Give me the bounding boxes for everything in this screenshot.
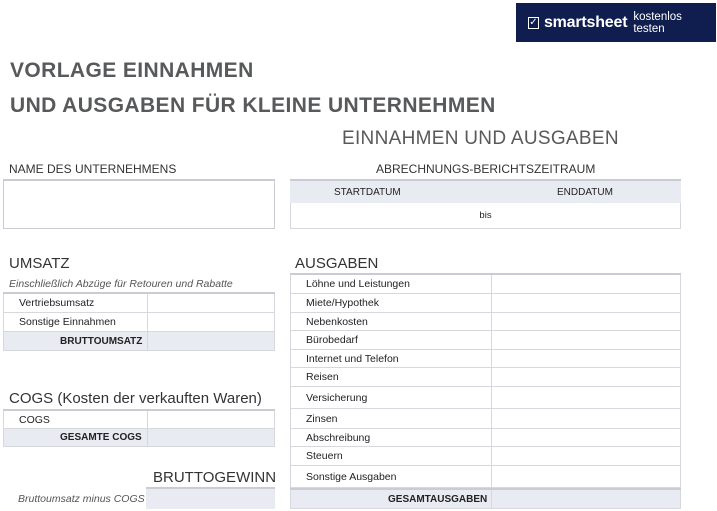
expense-row xyxy=(290,313,681,331)
end-date-label: ENDDATUM xyxy=(557,186,613,198)
gross-revenue-total-row xyxy=(3,332,275,351)
expense-row-label: Sonstige Ausgaben xyxy=(306,470,397,483)
expense-row-value[interactable] xyxy=(491,466,680,487)
revenue-row-value[interactable] xyxy=(147,313,274,331)
period-end-input[interactable] xyxy=(510,203,680,228)
expense-row xyxy=(290,331,681,350)
smartsheet-logo-text: smartsheet xyxy=(543,13,628,31)
expense-row-value[interactable] xyxy=(491,368,680,386)
gross-revenue-value xyxy=(147,332,274,350)
expense-row-value[interactable] xyxy=(491,447,680,465)
revenue-note: Einschließlich Abzüge für Retouren und Rabatte xyxy=(9,278,233,290)
expense-row-value[interactable] xyxy=(491,409,680,428)
expense-row-label: Nebenkosten xyxy=(306,315,368,328)
expense-row-value[interactable] xyxy=(491,313,680,330)
expense-row-label: Löhne und Leistungen xyxy=(306,278,410,290)
expense-row xyxy=(290,275,681,294)
expense-row xyxy=(290,350,681,368)
expense-row-label: Miete/Hypothek xyxy=(306,297,379,309)
expense-row xyxy=(290,387,681,409)
expense-row-value[interactable] xyxy=(491,294,680,312)
revenue-heading: UMSATZ xyxy=(9,255,70,272)
expense-row-value[interactable] xyxy=(491,275,680,293)
cogs-total-value xyxy=(147,429,274,446)
expense-row-label: Versicherung xyxy=(306,391,368,404)
period-separator: bis xyxy=(479,210,492,221)
expense-row-label: Zinsen xyxy=(306,412,338,425)
free-trial-link[interactable]: kostenlos testen xyxy=(633,10,682,35)
expense-row-value[interactable] xyxy=(491,429,680,446)
revenue-row xyxy=(3,313,275,332)
cogs-row-label: COGS xyxy=(19,413,50,426)
expense-row xyxy=(290,294,681,313)
expense-row xyxy=(290,447,681,466)
expense-row xyxy=(290,429,681,447)
expenses-heading: AUSGABEN xyxy=(295,255,379,272)
expense-row-label: Internet und Telefon xyxy=(306,352,399,365)
period-value-row xyxy=(290,203,681,229)
company-name-field[interactable] xyxy=(3,179,275,229)
company-name-label: NAME DES UNTERNEHMENS xyxy=(9,162,177,176)
reporting-period-label: ABRECHNUNGS-BERICHTSZEITRAUM xyxy=(376,162,596,176)
gross-profit-note: Bruttoumsatz minus COGS xyxy=(18,493,145,505)
gross-profit-value xyxy=(146,487,275,509)
total-expenses-label: GESAMTAUSGABEN xyxy=(388,493,488,505)
cogs-row-value[interactable] xyxy=(147,411,274,428)
page-subtitle: EINNAHMEN UND AUSGABEN xyxy=(342,128,619,149)
page-title-line2: UND AUSGABEN FÜR KLEINE UNTERNEHMEN xyxy=(10,94,496,117)
expense-row-value[interactable] xyxy=(491,331,680,349)
expense-row xyxy=(290,409,681,429)
page-title-line1: VORLAGE EINNAHMEN xyxy=(10,59,254,82)
revenue-row xyxy=(3,294,275,313)
period-start-input[interactable] xyxy=(291,203,461,228)
cogs-total-row xyxy=(3,429,275,447)
gross-revenue-label: BRUTTOUMSATZ xyxy=(60,335,143,347)
gross-profit-heading: BRUTTOGEWINN xyxy=(153,469,277,486)
expense-row-label: Reisen xyxy=(306,371,339,383)
expense-row-value[interactable] xyxy=(491,387,680,408)
smartsheet-check-icon: ✓ xyxy=(529,16,538,28)
period-header-row xyxy=(290,179,681,203)
smartsheet-trial-banner[interactable] xyxy=(516,3,716,42)
expense-row-value[interactable] xyxy=(491,350,680,367)
expense-row xyxy=(290,368,681,387)
cogs-heading: COGS (Kosten der verkauften Waren) xyxy=(9,390,262,407)
cogs-total-label: GESAMTE COGS xyxy=(60,432,142,443)
expense-row-label: Steuern xyxy=(306,450,343,462)
revenue-row-value[interactable] xyxy=(147,294,274,312)
expense-row-label: Bürobedarf xyxy=(306,334,358,346)
revenue-row-label: Sonstige Einnahmen xyxy=(19,316,116,328)
total-expenses-value xyxy=(491,490,680,508)
total-expenses-row xyxy=(290,490,681,509)
cogs-row xyxy=(3,411,275,429)
start-date-label: STARTDATUM xyxy=(334,186,401,198)
expense-row xyxy=(290,466,681,488)
expense-row-label: Abschreibung xyxy=(306,431,371,444)
revenue-row-label: Vertriebsumsatz xyxy=(19,297,95,309)
